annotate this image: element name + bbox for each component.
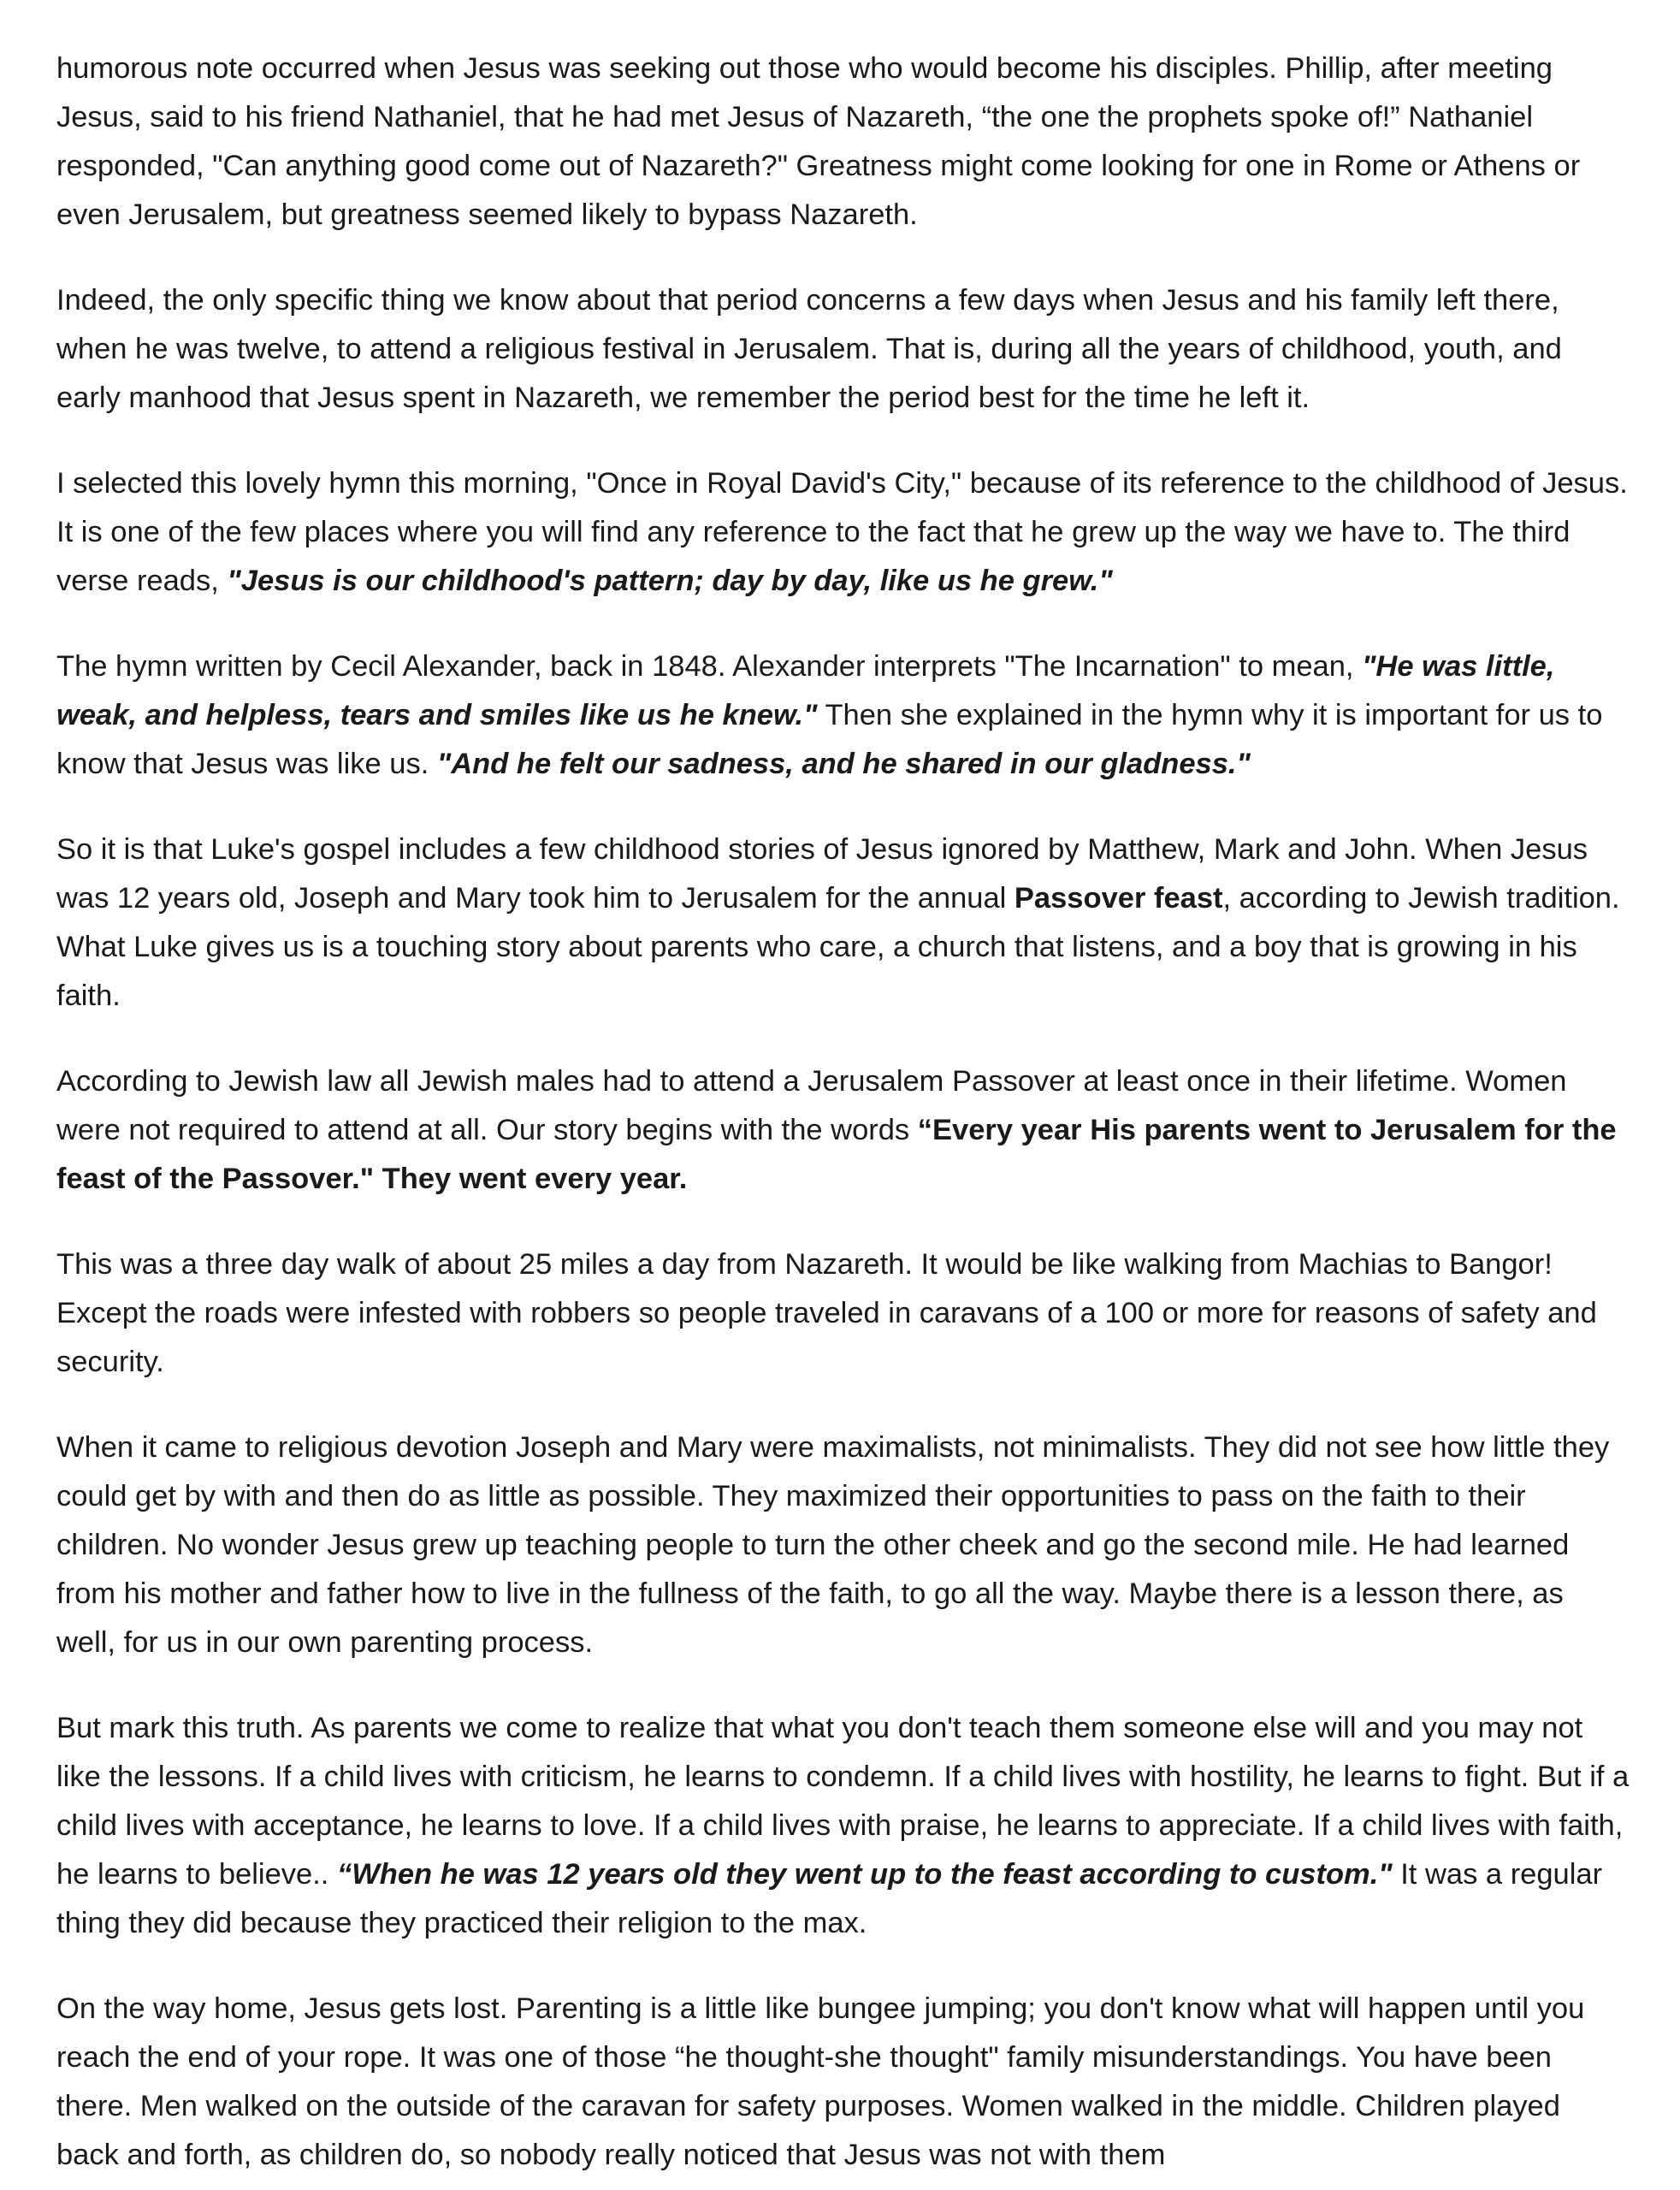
paragraph-5-text-b: , according to Jewish tradition. What Luke gives us is a touching story about parents who care, a church that listens, and a boy that is growing in his faith. [56,882,1620,1012]
incarnation-quote: "He was little, weak, and helpless, tears and smiles like us he knew." [56,650,1555,731]
passover-feast-emphasis: Passover feast [1014,882,1223,914]
document-page [56,44,1630,2180]
paragraph-7 [56,1240,1630,1387]
paragraph-2-text: Indeed, the only specific thing we know about that period concerns a few days when Jesus and his family left there, when he was twelve, to attend a religious festival in Jerusalem. That is, during all the years of childhood, youth, and early manhood that Jesus spent in Nazareth, we remember the period best for the time he left it. [56,284,1562,414]
paragraph-1-text: humorous note occurred when Jesus was seeking out those who would become his disciples. Phillip, after meeting Jesus, said to his friend Nathaniel, that he had met Jesus of Nazareth, “the one the prophets spoke of!” Nathaniel responded, "Can anything good come out of Nazareth?" Greatness might come looking for one in Rome or Athens or even Jerusalem, but greatness seemed likely to bypass Nazareth. [56,52,1581,231]
twelve-years-quote: “When he was 12 years old they went up to the feast according to custom." [336,1858,1393,1891]
paragraph-1 [56,44,1630,240]
paragraph-8-text: When it came to religious devotion Joseph and Mary were maximalists, not minimalists. They did not see how little they could get by with and then do as little as possible. They maximized their opportunities to pass on the faith to their children. No wonder Jesus grew up teaching people to turn the other cheek and go the second mile. He had learned from his mother and father how to live in the fullness of the faith, to go all the way. Maybe there is a lesson there, as well, for us in our own parenting process. [56,1431,1610,1659]
paragraph-9-text-a: But mark this truth. As parents we come to realize that what you don't teach them someone else will and you may not like the lessons. If a child lives with criticism, he learns to condemn. If a child lives with hostility, he learns to fight. But if a child lives with acceptance, he learns to love. If a child lives with praise, he learns to appreciate. If a child lives with faith, he learns to believe.. [56,1712,1630,1891]
paragraph-5-text-a: So it is that Luke's gospel includes a few childhood stories of Jesus ignored by Matthew, Mark and John. When Jesus was 12 years old, Joseph and Mary took him to Jerusalem for the annual [56,833,1588,914]
paragraph-3 [56,459,1630,606]
paragraph-5 [56,826,1630,1021]
paragraph-3-text: I selected this lovely hymn this morning, "Once in Royal David's City," because of its reference to the childhood of Jesus. It is one of the few places where you will find any reference to the fact that he grew up the way we have to. The third verse reads, [56,467,1628,597]
paragraph-10 [56,1985,1630,2180]
paragraph-10-text: On the way home, Jesus gets lost. Parenting is a little like bungee jumping; you don't know what will happen until you reach the end of your rope. It was one of those “he thought-she thought" family misunderstandings. You have been there. Men walked on the outside of the caravan for safety purposes. Women walked in the middle. Children played back and forth, as children do, so nobody really noticed that Jesus was not with them [56,1992,1585,2171]
paragraph-4 [56,642,1630,789]
hymn-verse-quote: "Jesus is our childhood's pattern; day by day, like us he grew." [227,565,1113,597]
paragraph-9 [56,1704,1630,1948]
paragraph-6 [56,1057,1630,1204]
paragraph-4-text-b: Then she explained in the hymn why it is important for us to know that Jesus was like us. [56,699,1603,780]
paragraph-4-text-a: The hymn written by Cecil Alexander, back in 1848. Alexander interprets "The Incarnation" to mean, [56,650,1363,683]
sadness-gladness-quote: "And he felt our sadness, and he shared in our gladness." [436,748,1251,780]
paragraph-9-text-b: It was a regular thing they did because they practiced their religion to the max. [56,1858,1603,1939]
every-year-quote: “Every year His parents went to Jerusalem for the feast of the Passover." They went every year. [56,1114,1617,1195]
paragraph-7-text: This was a three day walk of about 25 miles a day from Nazareth. It would be like walking from Machias to Bangor! Except the roads were infested with robbers so people traveled in caravans of a 100 or more for reasons of safety and security. [56,1248,1597,1378]
paragraph-2 [56,276,1630,423]
paragraph-8 [56,1424,1630,1667]
paragraph-6-text: According to Jewish law all Jewish males had to attend a Jerusalem Passover at least once in their lifetime. Women were not required to attend at all. Our story begins with the words [56,1065,1567,1146]
